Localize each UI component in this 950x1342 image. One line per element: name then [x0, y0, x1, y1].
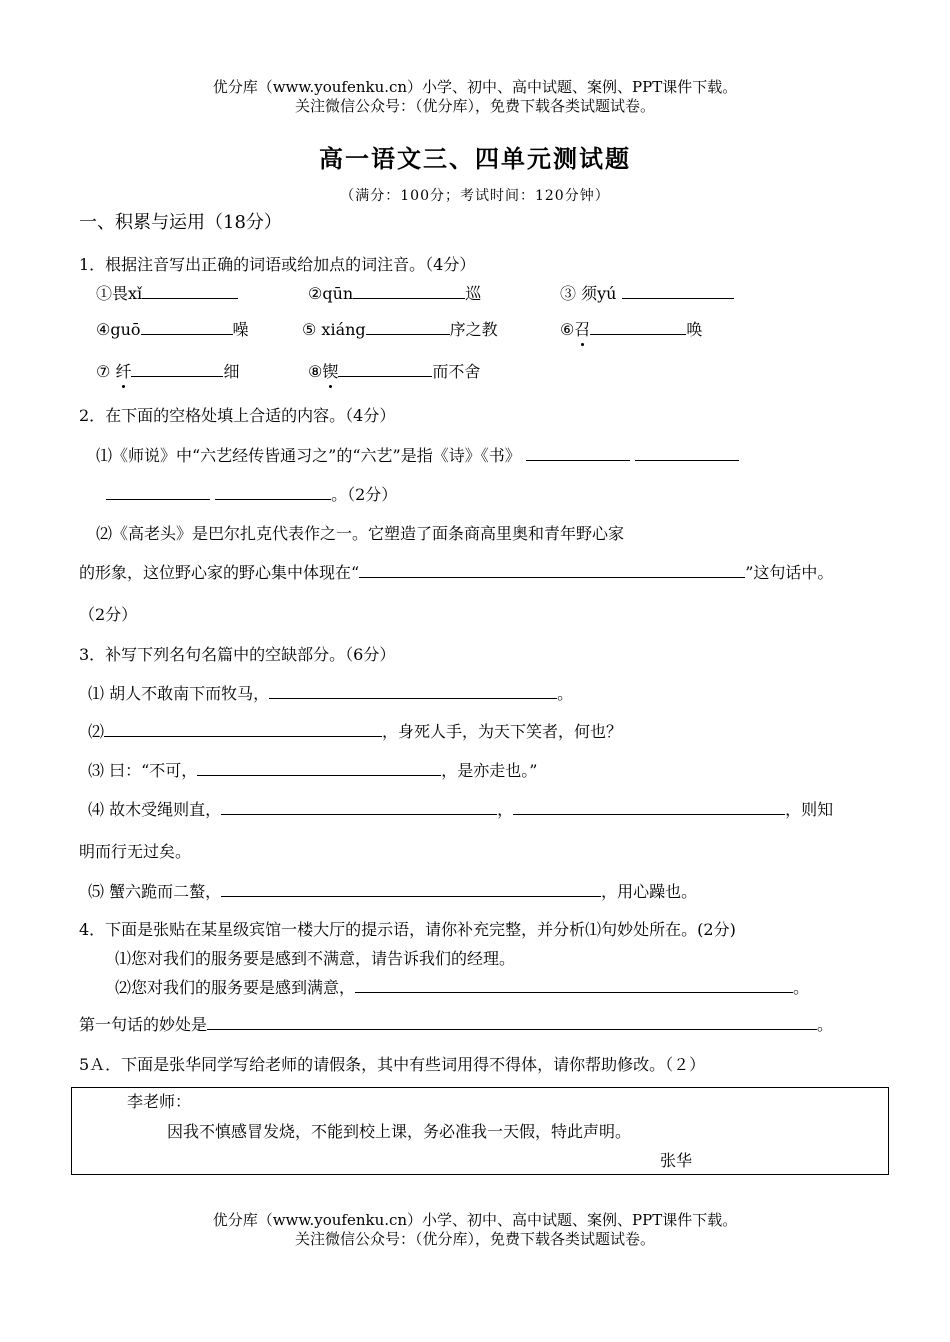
q4-analysis	[79, 1015, 833, 1035]
q3-line-3-text: ⑶ 曰：“不可，	[88, 761, 198, 780]
q3-stem: 3．补写下列名句名篇中的空缺部分。（6分）	[79, 645, 396, 664]
answer-blank[interactable]	[590, 320, 686, 335]
q3-line-3-suffix: ，是亦走也。”	[441, 761, 538, 780]
answer-blank[interactable]	[635, 446, 739, 461]
q2-part-2: ⑵《高老头》是巴尔扎克代表作之一。它塑造了面条商高里奥和青年野心家	[96, 524, 625, 543]
answer-blank[interactable]	[207, 1015, 817, 1030]
answer-blank[interactable]	[221, 882, 601, 897]
q2-part-2-suffix: ”这句话中。	[745, 563, 834, 582]
answer-blank[interactable]	[622, 284, 734, 299]
q1-item-7	[96, 362, 239, 382]
answer-blank[interactable]	[104, 722, 382, 737]
q3-line-4-text: ⑷ 故木受绳则直，	[88, 800, 222, 819]
footer-line-1: 优分库（www.youfenku.cn）小学、初中、高中试题、案例、PPT课件下载。	[212, 1211, 738, 1229]
page-subtitle: （满分：100分；考试时间：120分钟）	[340, 188, 610, 204]
q2-part-2-score: （2分）	[79, 605, 138, 624]
answer-blank[interactable]	[353, 284, 465, 299]
answer-blank[interactable]	[215, 485, 331, 500]
q3-line-5-text: ⑸ 蟹六跪而二螯，	[88, 882, 222, 901]
header-line-1: 优分库（www.youfenku.cn）小学、初中、高中试题、案例、PPT课件下载。	[212, 78, 738, 96]
dotted-char: 锲	[322, 362, 339, 381]
answer-blank[interactable]	[359, 563, 745, 578]
q4-sentence-2-end: 。	[793, 978, 810, 997]
q3-line-1-text: ⑴ 胡人不敢南下而牧马，	[88, 684, 270, 703]
q3-line-2	[88, 722, 622, 742]
answer-blank[interactable]	[526, 446, 630, 461]
answer-blank[interactable]	[513, 800, 785, 815]
q4-stem: 4．下面是张贴在某星级宾馆一楼大厅的提示语，请你补充完整，并分析⑴句妙处所在。(2分)	[79, 920, 736, 939]
q2-stem: 2．在下面的空格处填上合适的内容。（4分）	[79, 406, 396, 425]
q1-item-7-suffix: 细	[223, 362, 240, 381]
q3-line-1-end: 。	[557, 684, 574, 703]
q1-item-3-label: ③ 须yú	[560, 284, 617, 303]
q3-line-5-suffix: ，用心躁也。	[601, 882, 698, 901]
q2-part-1	[96, 446, 739, 466]
answer-blank[interactable]	[131, 362, 223, 377]
answer-blank[interactable]	[141, 320, 233, 335]
q4-analysis-end: 。	[817, 1015, 834, 1034]
q1-item-8	[308, 362, 480, 382]
page-title: 高一语文三、四单元测试题	[319, 144, 631, 173]
dotted-char: 召	[574, 320, 591, 339]
section-heading: 一、积累与运用（18分）	[79, 212, 282, 233]
q1-item-5	[302, 320, 498, 340]
q1-item-5-suffix: 序之教	[449, 320, 498, 339]
q1-item-8-label: ⑧	[308, 362, 323, 381]
answer-blank[interactable]	[338, 362, 432, 377]
q1-item-4-label: ④guō	[96, 320, 141, 339]
q1-item-1	[96, 284, 238, 304]
note-signature: 张华	[660, 1151, 693, 1170]
q4-sentence-1: ⑴您对我们的服务要是感到不满意，请告诉我们的经理。	[115, 949, 516, 968]
q3-line-1	[88, 684, 573, 704]
q3-line-3	[88, 761, 537, 781]
q1-item-6	[560, 320, 702, 340]
q1-item-8-suffix: 而不舍	[432, 362, 481, 381]
q3-line-5	[88, 882, 697, 902]
q3-line-4	[88, 800, 833, 820]
footer-line-2: 关注微信公众号：（优分库），免费下载各类试题试卷。	[294, 1230, 655, 1248]
q3-line-4-suffix: ，则知	[785, 800, 834, 819]
answer-blank[interactable]	[221, 800, 497, 815]
q2-part-1-score: 。（2分）	[331, 485, 398, 504]
q4-sentence-2	[115, 978, 809, 998]
answer-blank[interactable]	[269, 684, 557, 699]
q1-item-1-label: ①畏xǐ	[96, 284, 143, 303]
q1-item-4	[96, 320, 249, 340]
q1-item-6-suffix: 唤	[686, 320, 703, 339]
q2-part-1-cont	[106, 485, 397, 505]
note-salutation: 李老师：	[127, 1092, 192, 1111]
q4-analysis-text: 第一句话的妙处是	[79, 1015, 208, 1034]
q3-line-4-cont: 明而行无过矣。	[79, 842, 192, 861]
answer-blank[interactable]	[366, 320, 450, 335]
q1-item-4-suffix: 噪	[232, 320, 249, 339]
q1-item-2-label: ②qūn	[308, 284, 354, 303]
q2-part-2-cont	[79, 563, 833, 583]
q5-stem: 5Ａ．下面是张华同学写给老师的请假条，其中有些词用得不得体，请你帮助修改。（２）	[79, 1055, 706, 1074]
header-line-2: 关注微信公众号：（优分库），免费下载各类试题试卷。	[294, 97, 655, 115]
answer-blank[interactable]	[142, 284, 238, 299]
q1-stem: 1．根据注音写出正确的词语或给加点的词注音。（4分）	[79, 255, 476, 274]
q1-item-2	[308, 284, 481, 304]
q2-part-1-text: ⑴《师说》中“六艺经传皆通习之”的“六艺”是指《诗》《书》	[96, 446, 521, 465]
answer-blank[interactable]	[197, 761, 441, 776]
note-body: 因我不慎感冒发烧，不能到校上课，务必准我一天假，特此声明。	[167, 1122, 632, 1141]
q2-part-2-text: 的形象，这位野心家的野心集中体现在“	[79, 563, 360, 582]
q1-item-2-suffix: 巡	[465, 284, 482, 303]
q1-item-5-label: ⑤ xiáng	[302, 320, 366, 339]
q4-sentence-2-text: ⑵您对我们的服务要是感到满意，	[115, 978, 356, 997]
q3-line-2-suffix: ，身死人手，为天下笑者，何也？	[382, 722, 623, 741]
q3-line-2-text: ⑵	[88, 722, 105, 741]
q3-line-4-mid: ，	[497, 800, 514, 819]
q1-item-6-label: ⑥	[560, 320, 575, 339]
q1-item-3	[560, 284, 734, 304]
dotted-char: 纤	[115, 362, 132, 381]
answer-blank[interactable]	[106, 485, 210, 500]
answer-blank[interactable]	[355, 978, 793, 993]
q1-item-7-label: ⑦	[96, 362, 116, 381]
